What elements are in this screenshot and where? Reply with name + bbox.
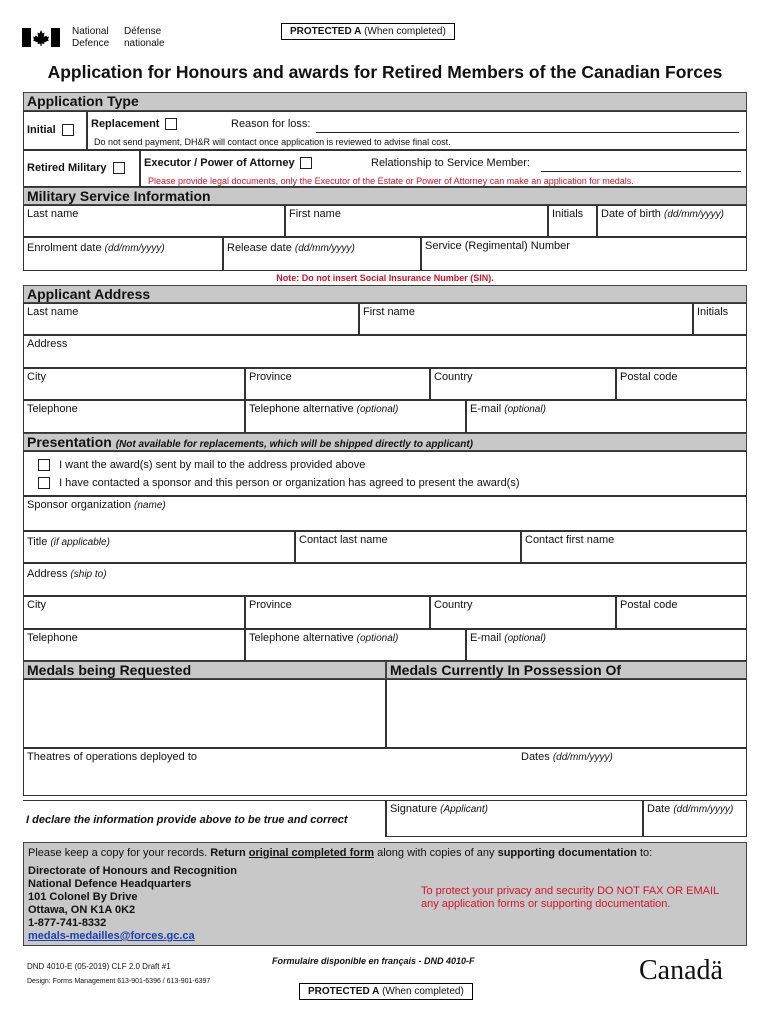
pres-tel-alt-label: Telephone alternative <box>249 632 354 644</box>
sin-note: Note: Do not insert Social Insurance Number (SIN). <box>276 273 494 283</box>
pres-country-label: Country <box>434 599 473 611</box>
design-credit: Design: Forms Management 613-901-6396 / 613-901-6397 <box>27 978 211 985</box>
dept-en-line1: National <box>72 26 109 37</box>
medals-possession-area[interactable] <box>386 679 747 748</box>
app-country-label: Country <box>434 371 473 383</box>
address-line-1: Directorate of Honours and Recognition <box>28 865 238 877</box>
app-city-field[interactable] <box>23 368 245 400</box>
release-date-format: (dd/mm/yyyy) <box>294 243 355 254</box>
enrolment-date-field[interactable] <box>23 237 223 271</box>
sponsor-org-label: Sponsor organization <box>27 499 131 511</box>
reason-for-loss-label: Reason for loss: <box>231 118 311 130</box>
presentation-note: (Not available for replacements, which will be shipped directly to applicant) <box>115 439 474 450</box>
sponsor-org-field[interactable] <box>23 496 747 531</box>
executor-cell <box>140 150 747 187</box>
to-text: to: <box>639 847 653 859</box>
ship-address-field[interactable] <box>23 563 747 596</box>
email-link[interactable]: medals-medailles@forces.gc.ca <box>28 930 195 942</box>
app-address-label: Address <box>27 338 68 350</box>
app-city-label: City <box>27 371 46 383</box>
app-last-name-label: Last name <box>27 306 79 318</box>
mil-first-name-label: First name <box>289 208 341 220</box>
app-postal-label: Postal code <box>620 371 678 383</box>
sponsor-label: I have contacted a sponsor and this person or organization has agreed to present the award(s) <box>59 477 520 489</box>
theatres-label: Theatres of operations deployed to <box>27 751 198 763</box>
contact-first-name-field[interactable] <box>521 531 747 563</box>
protected-suffix: (When completed) <box>364 26 446 37</box>
legal-documents-note: Please provide legal documents, only the Executor of the Estate or Power of Attorney can make an application for medals. <box>148 176 634 186</box>
executor-label: Executor / Power of Attorney <box>144 157 295 169</box>
app-tel-alt-optional: (optional) <box>356 404 399 415</box>
section-applicant-address: Applicant Address <box>23 285 747 303</box>
app-telephone-field[interactable] <box>23 400 245 433</box>
return-text: Return <box>210 847 246 859</box>
app-postal-field[interactable] <box>616 368 747 400</box>
declaration-text: I declare the information provide above to be true and correct <box>26 814 348 826</box>
pres-country-field[interactable] <box>430 596 616 629</box>
mil-dob-field[interactable] <box>597 205 747 237</box>
app-first-name-label: First name <box>363 306 415 318</box>
retired-military-label: Retired Military <box>27 162 107 174</box>
section-military-service: Military Service Information <box>23 187 747 205</box>
app-telephone-label: Telephone <box>27 403 78 415</box>
app-tel-alt-field[interactable] <box>245 400 466 433</box>
sponsor-org-optional: (name) <box>134 500 166 511</box>
app-initials-field[interactable] <box>693 303 747 335</box>
app-email-label: E-mail <box>470 403 502 415</box>
address-line-3: 101 Colonel By Drive <box>28 891 138 903</box>
release-date-field[interactable] <box>223 237 421 271</box>
release-date-label: Release date <box>227 242 292 254</box>
protected-suffix-bottom: (When completed) <box>382 986 464 997</box>
canada-wordmark: Canadä <box>639 955 723 986</box>
privacy-line-2: any application forms or supporting documentation. <box>421 898 671 910</box>
keep-copy-line <box>28 847 652 859</box>
pres-province-label: Province <box>249 599 292 611</box>
initial-label: Initial <box>27 124 56 136</box>
app-province-label: Province <box>249 371 292 383</box>
pres-tel-alt-optional: (optional) <box>356 633 399 644</box>
declaration-date-label: Date <box>647 803 671 815</box>
title-field[interactable] <box>23 531 295 563</box>
presentation-title: Presentation <box>27 434 112 450</box>
mil-last-name-label: Last name <box>27 208 79 220</box>
executor-checkbox[interactable] <box>300 157 312 169</box>
section-application-type: Application Type <box>23 92 747 111</box>
no-payment-note: Do not send payment, DH&R will contact once application is reviewed to advise final cost. <box>94 137 451 147</box>
pres-tel-alt-field[interactable] <box>245 629 466 661</box>
declaration-date-field[interactable] <box>643 800 747 837</box>
retired-military-cell <box>23 150 140 187</box>
service-number-field[interactable] <box>421 237 747 271</box>
dept-fr-line1: Défense <box>124 26 162 37</box>
mailing-address <box>28 865 237 943</box>
sponsor-checkbox[interactable] <box>38 477 50 489</box>
app-last-name-field[interactable] <box>23 303 359 335</box>
mil-last-name-field[interactable] <box>23 205 285 237</box>
app-address-field[interactable] <box>23 335 747 368</box>
dept-en-line2: Defence <box>72 38 110 49</box>
form-id: DND 4010-E (05-2019) CLF 2.0 Draft #1 <box>27 962 171 971</box>
presentation-options <box>23 451 747 496</box>
app-email-optional: (optional) <box>504 404 546 415</box>
signature-field[interactable] <box>386 800 643 837</box>
protected-label-bottom: PROTECTED A <box>308 986 380 997</box>
phone-number: 1-877-741-8332 <box>28 917 107 929</box>
original-form-text: original completed form <box>248 847 375 859</box>
app-country-field[interactable] <box>430 368 616 400</box>
pres-telephone-field[interactable] <box>23 629 245 661</box>
declaration-date-format: (dd/mm/yyyy) <box>673 804 734 815</box>
mil-initials-field[interactable] <box>548 205 597 237</box>
page-title: Application for Honours and awards for Retired Members of the Canadian Forces <box>47 62 723 82</box>
address-line-4: Ottawa, ON K1A 0K2 <box>28 904 136 916</box>
pres-postal-field[interactable] <box>616 596 747 629</box>
pres-city-field[interactable] <box>23 596 245 629</box>
privacy-warning <box>421 885 719 911</box>
section-presentation <box>23 433 747 451</box>
pres-email-field[interactable] <box>466 629 747 661</box>
mail-award-label: I want the award(s) sent by mail to the address provided above <box>59 459 366 471</box>
protected-label: PROTECTED A <box>290 26 362 37</box>
dates-label: Dates <box>521 751 550 763</box>
protected-badge-top <box>281 23 455 40</box>
return-instructions-box <box>23 842 747 946</box>
pres-email-label: E-mail <box>470 632 502 644</box>
mil-dob-label: Date of birth <box>601 208 661 220</box>
mil-first-name-field[interactable] <box>285 205 548 237</box>
title-label: Title <box>27 536 48 548</box>
mail-award-checkbox[interactable] <box>38 459 50 471</box>
pres-postal-label: Postal code <box>620 599 678 611</box>
reason-for-loss-input[interactable] <box>316 132 739 133</box>
signature-optional: (Applicant) <box>440 804 488 815</box>
contact-last-name-field[interactable] <box>295 531 521 563</box>
title-optional: (if applicable) <box>50 537 110 548</box>
app-first-name-field[interactable] <box>359 303 693 335</box>
theatres-field[interactable] <box>23 748 747 796</box>
medals-requested-header: Medals being Requested <box>23 661 386 679</box>
replacement-cell <box>87 111 747 150</box>
app-initials-label: Initials <box>697 306 729 318</box>
medals-requested-area[interactable] <box>23 679 386 748</box>
medals-possession-header: Medals Currently In Possession Of <box>386 661 747 679</box>
initial-checkbox[interactable] <box>62 124 74 136</box>
replacement-checkbox[interactable] <box>165 118 177 130</box>
along-with-text: along with copies of any <box>377 847 495 859</box>
contact-last-name-label: Contact last name <box>299 534 388 546</box>
french-version-note: Formulaire disponible en français - DND 4010-F <box>272 956 475 966</box>
pres-email-optional: (optional) <box>504 633 546 644</box>
service-number-label: Service (Regimental) Number <box>425 240 570 252</box>
dept-fr-line2: nationale <box>124 38 165 49</box>
privacy-line-1: To protect your privacy and security DO NOT FAX OR EMAIL <box>421 885 720 897</box>
contact-first-name-label: Contact first name <box>525 534 615 546</box>
mil-dob-format: (dd/mm/yyyy) <box>663 209 724 220</box>
app-province-field[interactable] <box>245 368 430 400</box>
ship-address-optional: (ship to) <box>70 569 107 580</box>
relationship-label: Relationship to Service Member: <box>371 157 530 169</box>
canada-flag-logo <box>22 28 60 47</box>
replacement-label: Replacement <box>91 118 160 130</box>
ship-address-label: Address <box>27 568 68 580</box>
app-tel-alt-label: Telephone alternative <box>249 403 354 415</box>
relationship-input[interactable] <box>541 171 741 172</box>
pres-city-label: City <box>27 599 46 611</box>
dates-format: (dd/mm/yyyy) <box>552 752 613 763</box>
declaration-cell <box>23 800 386 837</box>
mil-initials-label: Initials <box>552 208 584 220</box>
app-email-field[interactable] <box>466 400 747 433</box>
pres-province-field[interactable] <box>245 596 430 629</box>
address-line-2: National Defence Headquarters <box>28 878 192 890</box>
retired-military-checkbox[interactable] <box>113 162 125 174</box>
keep-copy-text: Please keep a copy for your records. <box>28 847 208 859</box>
protected-badge-bottom <box>299 983 473 1000</box>
dept-name-fr <box>124 26 165 50</box>
dept-name-en <box>72 26 109 50</box>
supporting-docs-text: supporting documentation <box>497 847 637 859</box>
enrolment-date-label: Enrolment date <box>27 242 102 254</box>
signature-label: Signature <box>390 803 438 815</box>
enrolment-date-format: (dd/mm/yyyy) <box>104 243 165 254</box>
pres-telephone-label: Telephone <box>27 632 78 644</box>
initial-cell <box>23 111 87 150</box>
